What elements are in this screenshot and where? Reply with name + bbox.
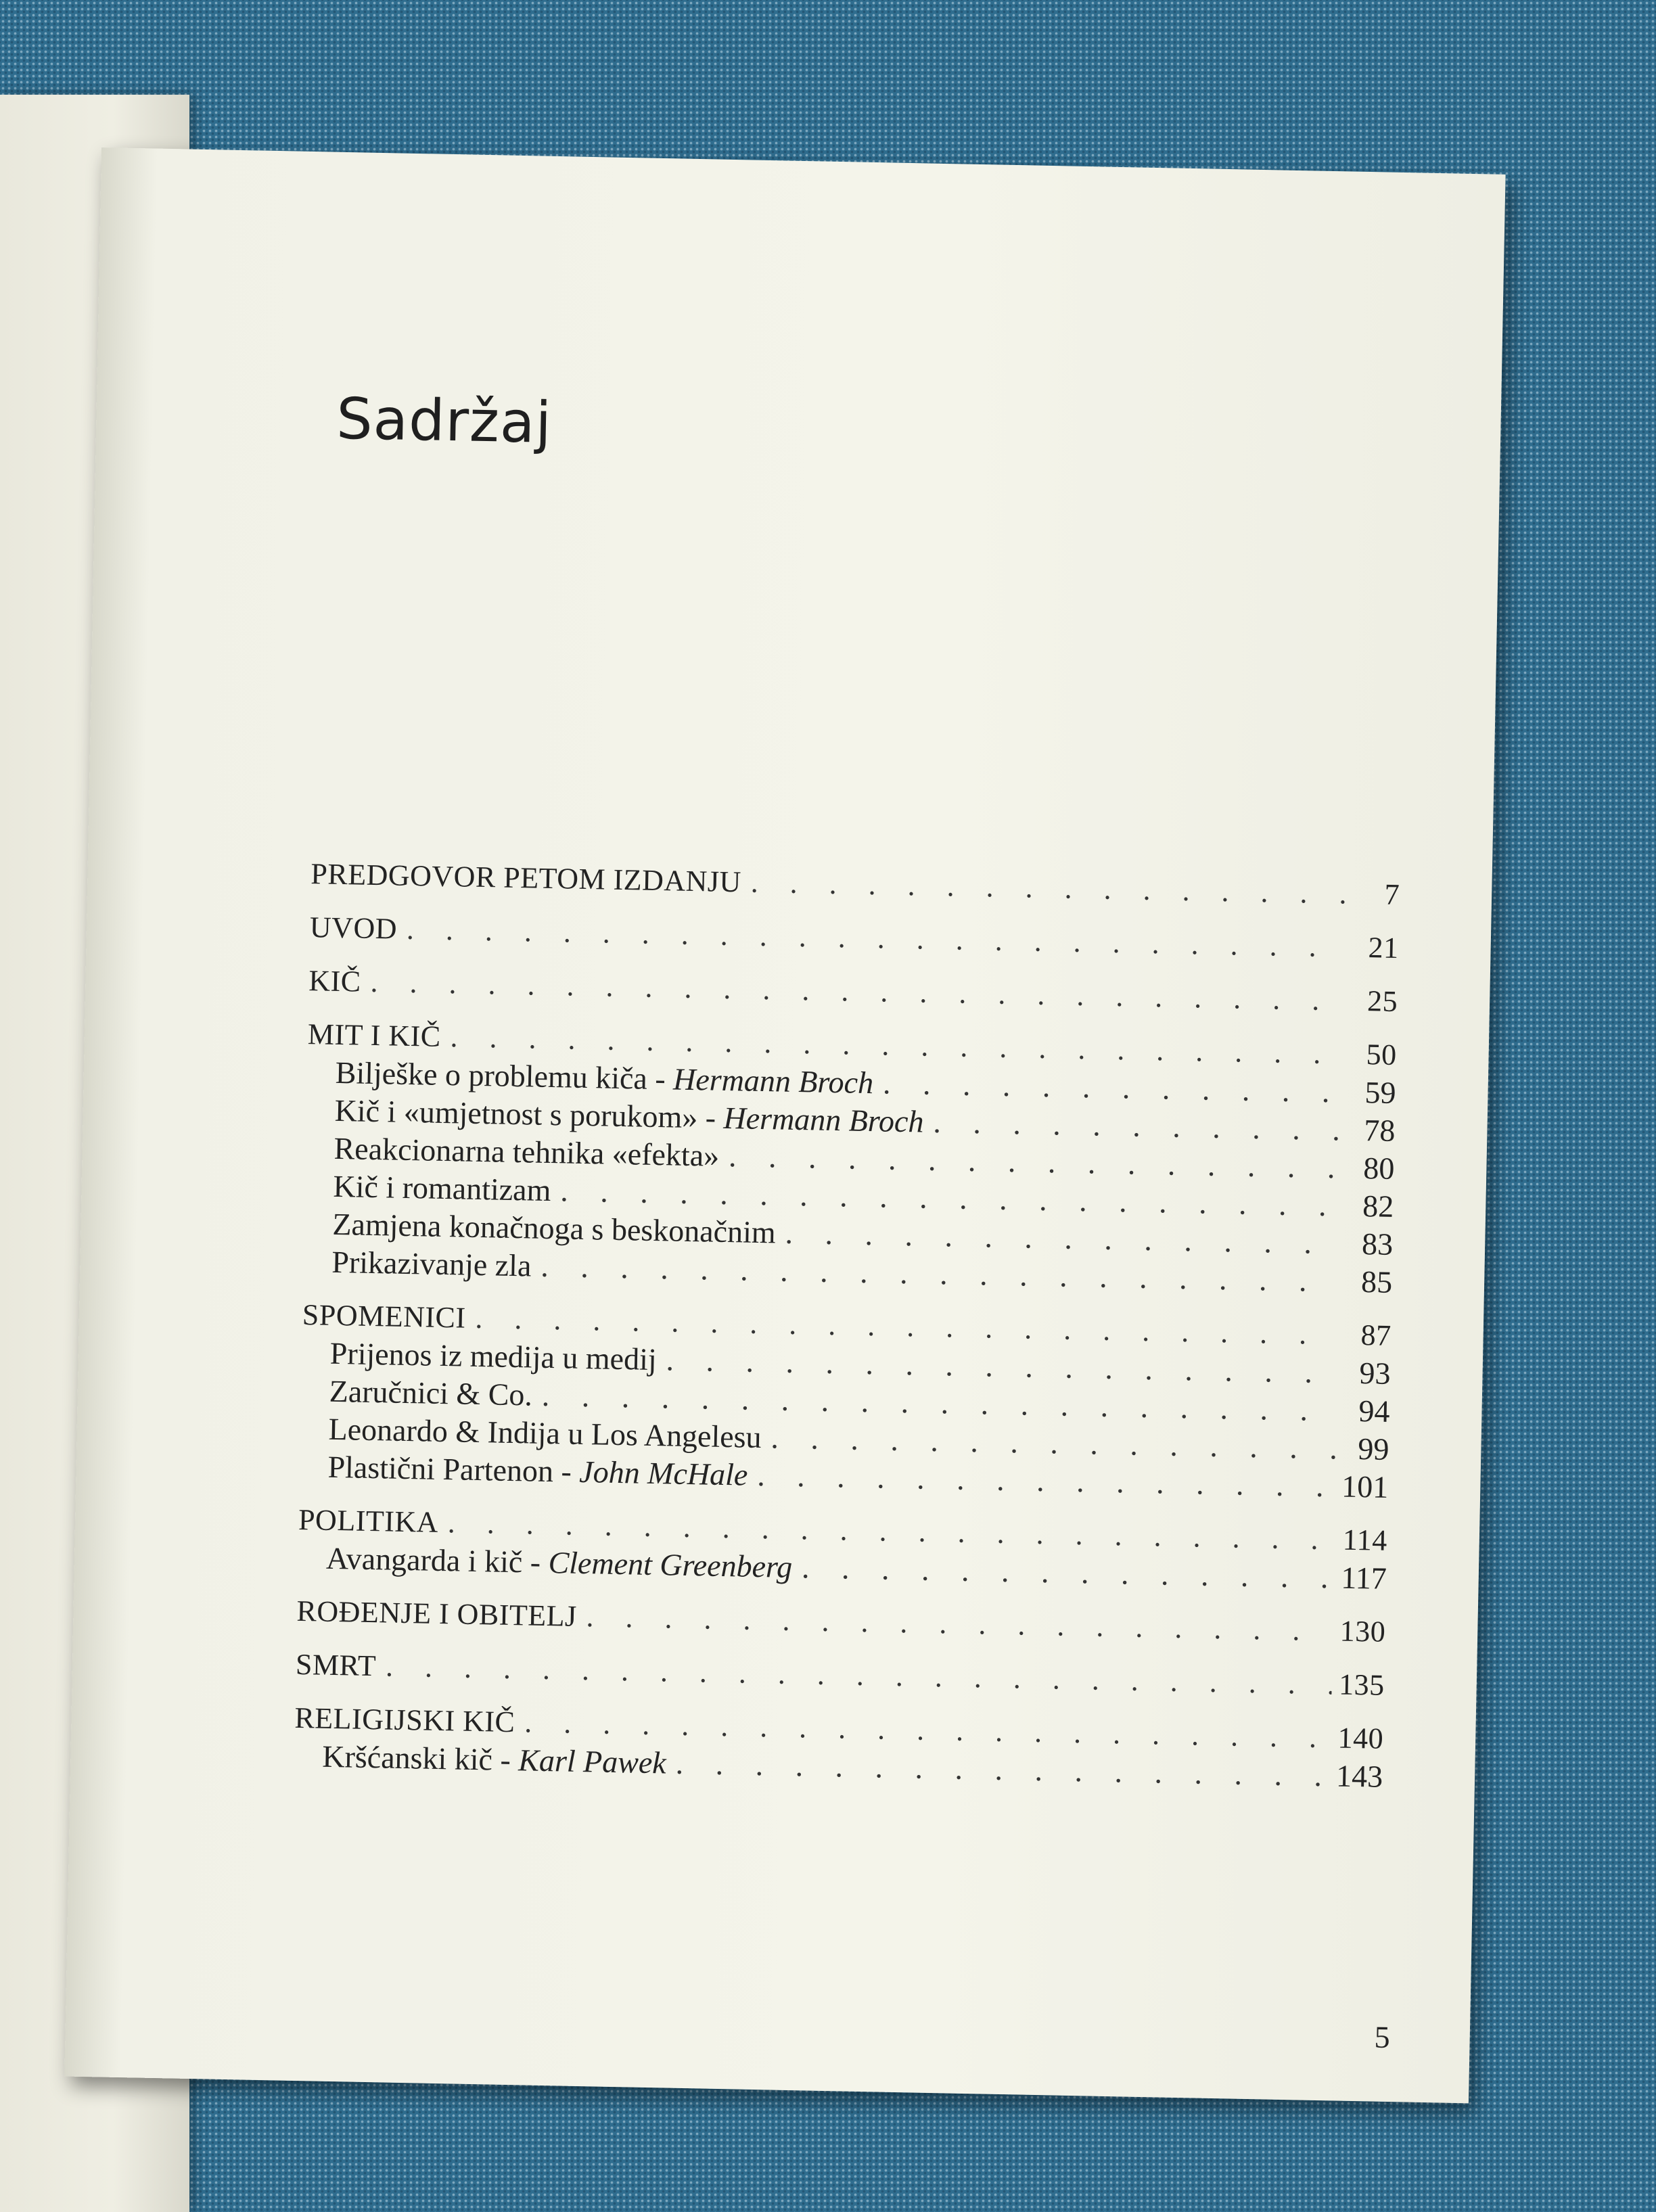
toc-author: Clement Greenberg (548, 1545, 793, 1584)
toc-title: Zamjena konačnoga s beskonačnim (332, 1206, 777, 1250)
toc-title: Leonardo & Indija u Los Angelesu (328, 1411, 762, 1455)
toc-author: Karl Pawek (518, 1743, 667, 1780)
toc-page-number: 25 (1366, 984, 1398, 1019)
toc-page-number: 114 (1342, 1523, 1388, 1557)
book-page (64, 147, 1505, 2103)
toc-page-number: 59 (1364, 1075, 1397, 1110)
dot-leader (586, 1598, 1333, 1650)
toc-page-number: 87 (1360, 1318, 1392, 1352)
toc-title: Reakcionarna tehnika «efekta» (334, 1130, 720, 1173)
toc-title: ROĐENJE I OBITELJ (296, 1594, 578, 1633)
toc-title: RELIGIJSKI KIČ (294, 1701, 515, 1739)
toc-page-number: 117 (1340, 1560, 1387, 1596)
toc-title: POLITIKA (298, 1502, 439, 1539)
toc-page-number: 85 (1360, 1264, 1393, 1299)
toc-page-number: 78 (1363, 1113, 1396, 1148)
toc-chapter-smrt[interactable] (295, 1646, 1385, 1705)
toc-author: John McHale (578, 1454, 748, 1492)
toc-chapter-uvod[interactable] (309, 908, 1399, 967)
toc-page-number: 94 (1358, 1393, 1390, 1429)
toc-chapter-kic[interactable] (308, 962, 1398, 1021)
toc-page-number: 101 (1341, 1469, 1389, 1504)
dot-leader (750, 864, 1347, 913)
toc-title: Prijenos iz medija u medij (329, 1335, 658, 1377)
dot-leader (406, 911, 1346, 967)
toc-title: MIT I KIČ (307, 1017, 442, 1053)
toc-page-number: 99 (1357, 1431, 1389, 1467)
dot-leader (370, 963, 1346, 1020)
toc-page-number: 83 (1361, 1226, 1394, 1262)
toc-page-number: 143 (1335, 1758, 1383, 1794)
toc-title: Bilješke o problemu kiča - Hermann Broch (335, 1055, 874, 1101)
toc-chapter-rodenje-i-obitelj[interactable] (296, 1592, 1386, 1651)
toc-page-number: 80 (1362, 1151, 1395, 1186)
toc-page-number: 7 (1384, 877, 1400, 912)
toc-page-number: 135 (1338, 1667, 1385, 1702)
toc-title: Kršćanski kič - Karl Pawek (321, 1738, 667, 1780)
toc-page-number: 140 (1337, 1721, 1384, 1755)
toc-title: Plastični Partenon - John McHale (327, 1449, 748, 1492)
toc-page-number: 21 (1368, 931, 1400, 965)
toc-title: SMRT (295, 1647, 377, 1683)
toc-title: KIČ (308, 964, 362, 998)
toc-author: Hermann Broch (723, 1100, 925, 1139)
toc-title: Kič i romantizam (333, 1168, 551, 1208)
toc-title: UVOD (309, 911, 398, 946)
toc-title: PREDGOVOR PETOM IZDANJU (310, 857, 742, 899)
toc-page-number: 130 (1339, 1614, 1386, 1649)
toc-author: Hermann Broch (672, 1061, 874, 1101)
toc-title: Prikazivanje zla (331, 1244, 532, 1283)
toc-page-number: 82 (1362, 1189, 1394, 1224)
toc-title: Avangarda i kič - Clement Greenberg (325, 1540, 793, 1584)
toc-title: Zaručnici & Co. (329, 1373, 533, 1412)
dot-leader (386, 1647, 1333, 1703)
table-of-contents (294, 855, 1400, 1796)
toc-title: Kič i «umjetnost s porukom» - Hermann Broch (334, 1092, 925, 1139)
toc-page-number: 50 (1366, 1038, 1398, 1072)
toc-title: SPOMENICI (302, 1298, 467, 1335)
page-heading: Sadržaj (336, 385, 553, 456)
toc-page-number: 93 (1359, 1356, 1392, 1391)
toc-chapter-predgovor[interactable] (310, 855, 1400, 914)
page-number-folio: 5 (1374, 2019, 1391, 2055)
